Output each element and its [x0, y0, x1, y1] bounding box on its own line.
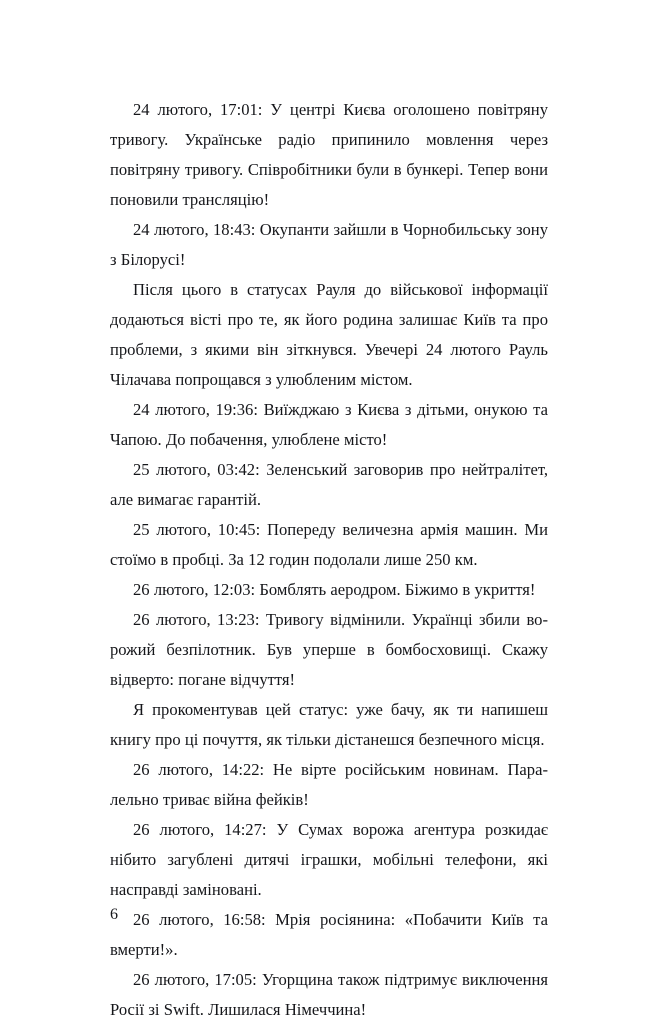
paragraph-9: Я прокоментував цей статус: уже бачу, як ти напишеш книгу про ці почуття, як тільки дістанешся безпечного місця. — [110, 700, 548, 749]
paragraph-8: 26 лютого, 13:23: Тривогу відмінили. Українці збили ворожий безпілотник. Був уперше в бомбосховищі. Скажу відверто: погане відчуття! — [110, 610, 548, 689]
page-number: 6 — [110, 906, 118, 923]
paragraph-1: 24 лютого, 17:01: У центрі Києва оголошено повітряну тривогу. Українське радіо припинило мовлення через повітряну тривогу. Співробітники були в бункері. Тепер вони поновили трансляцію! — [110, 100, 548, 209]
paragraph-12: 26 лютого, 16:58: Мрія росіянина: «Побачити Київ та вмерти!». — [110, 910, 548, 959]
paragraph-6: 25 лютого, 10:45: Попереду величезна армія машин. Ми стоїмо в пробці. За 12 годин подолали лише 250 км. — [110, 520, 548, 569]
paragraph-13: 26 лютого, 17:05: Угорщина також підтримує виключення Росії зі Swift. Лишилася Німеччина! — [110, 970, 548, 1019]
paragraph-4: 24 лютого, 19:36: Виїжджаю з Києва з дітьми, онукою та Чапою. До побачення, улюблене місто! — [110, 400, 548, 449]
paragraph-3: Після цього в статусах Рауля до військової інформації додаються вісті про те, як його родина залишає Київ та про проблеми, з якими він зіткнувся. Увечері 24 лютого Рауль Чілачава попрощався з улюбленим містом. — [110, 280, 548, 389]
paragraph-5: 25 лютого, 03:42: Зеленський заговорив про нейтралітет, але вимагає гарантій. — [110, 460, 548, 509]
paragraph-7: 26 лютого, 12:03: Бомблять аеродром. Біжимо в укриття! — [133, 580, 536, 599]
paragraph-10: 26 лютого, 14:22: Не вірте російським новинам. Паралельно триває війна фейків! — [110, 760, 548, 809]
paragraph-11: 26 лютого, 14:27: У Сумах ворожа агентура розкидає нібито загублені дитячі іграшки, мобільні телефони, які насправді заміновані. — [110, 820, 548, 899]
paragraph-2: 24 лютого, 18:43: Окупанти зайшли в Чорнобильську зону з Білорусі! — [110, 220, 548, 269]
page-body-text — [110, 95, 548, 1024]
